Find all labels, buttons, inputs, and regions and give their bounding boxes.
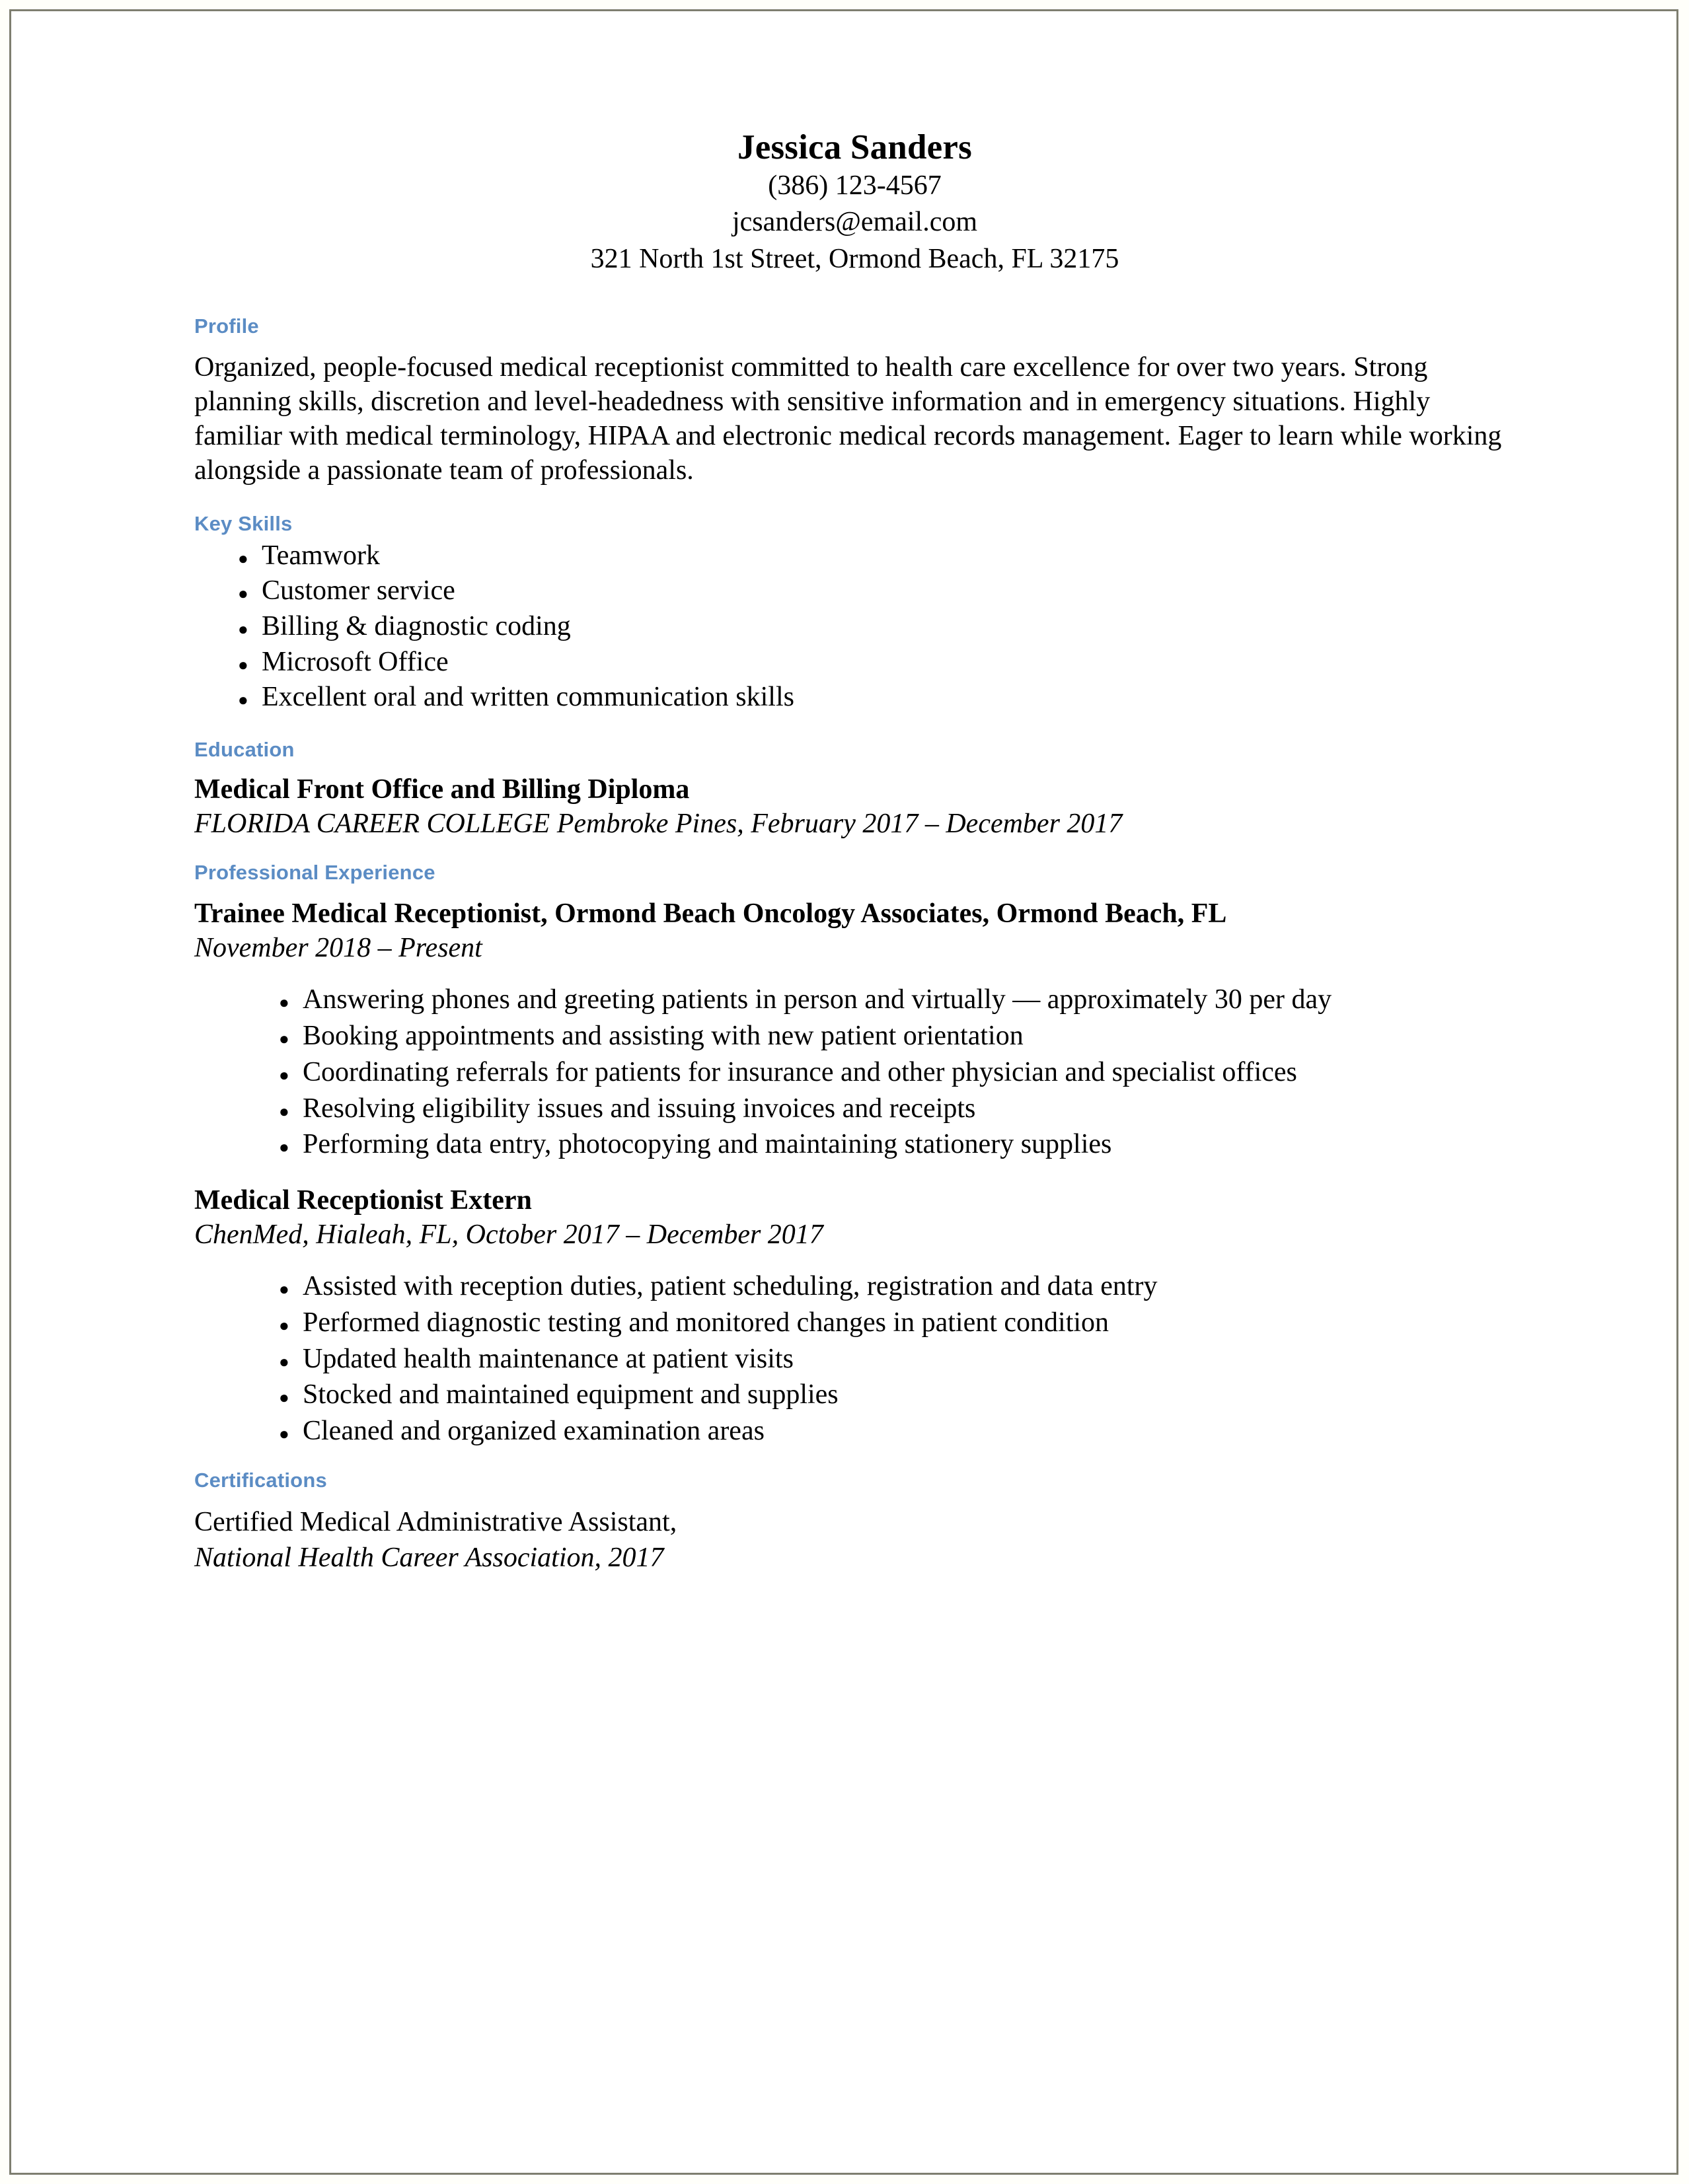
list-item (235, 1377, 1458, 1412)
list-item (194, 573, 1506, 608)
responsibility-text: Performed diagnostic testing and monitored changes in patient condition (303, 1307, 1109, 1338)
candidate-name: Jessica Sanders (737, 128, 972, 166)
responsibility-text: Cleaned and organized examination areas (303, 1415, 765, 1446)
responsibility-text: Assisted with reception duties, patient scheduling, registration and data entry (303, 1271, 1158, 1302)
resume-header (204, 127, 1506, 277)
section-heading-profile: Profile (194, 314, 259, 338)
key-skill-label: Teamwork (262, 540, 380, 571)
list-item (194, 680, 1506, 715)
list-item (235, 1127, 1458, 1162)
candidate-address: 321 North 1st Street, Ormond Beach, FL 32175 (590, 243, 1119, 274)
education-entry (194, 772, 1506, 841)
job-responsibilities-list (235, 1269, 1458, 1449)
list-item (235, 982, 1458, 1017)
responsibility-text: Stocked and maintained equipment and supplies (303, 1379, 839, 1410)
key-skill-label: Customer service (262, 575, 455, 606)
job-dates: ChenMed, Hialeah, FL, October 2017 – December 2017 (194, 1219, 823, 1251)
certification-issuer: National Health Career Association, 2017 (194, 1543, 664, 1574)
certification-name: Certified Medical Administrative Assistant, (194, 1506, 677, 1537)
list-item (235, 1305, 1458, 1340)
responsibility-text: Coordinating referrals for patients for insurance and other physician and specialist offices (303, 1056, 1297, 1087)
job-title: Medical Receptionist Extern (194, 1184, 532, 1216)
section-heading-certifications: Certifications (194, 1468, 327, 1492)
responsibility-text: Booking appointments and assisting with new patient orientation (303, 1021, 1024, 1052)
education-institution-dates: FLORIDA CAREER COLLEGE Pembroke Pines, February 2017 – December 2017 (194, 809, 1123, 840)
job-title: Trainee Medical Receptionist, Ormond Beach Oncology Associates, Ormond Beach, FL (194, 898, 1227, 929)
key-skills-list (194, 538, 1506, 715)
job-responsibilities-list (235, 982, 1458, 1162)
list-item (235, 1414, 1458, 1449)
list-item (235, 1019, 1458, 1054)
list-item (235, 1342, 1458, 1377)
resume-content (194, 127, 1506, 1576)
section-heading-professional-experience: Professional Experience (194, 861, 435, 885)
section-heading-education: Education (194, 738, 295, 762)
key-skill-label: Billing & diagnostic coding (262, 611, 571, 642)
key-skill-label: Excellent oral and written communication skills (262, 682, 794, 713)
list-item (235, 1091, 1458, 1126)
list-item (194, 645, 1506, 680)
profile-paragraph: Organized, people-focused medical receptionist committed to health care excellence for over two years. Strong planning skills, discretion and level-headedness with sensitive information and in emergency situations. Highly familiar with medical terminology, HIPAA and electronic medical records management. Eager to learn while working alongside a passionate team of professionals. (194, 351, 1502, 486)
experience-entry (194, 896, 1506, 1162)
certification-entry (194, 1504, 1506, 1576)
list-item (194, 609, 1506, 644)
candidate-phone: (386) 123-4567 (768, 170, 942, 201)
key-skill-label: Microsoft Office (262, 646, 449, 677)
section-heading-key-skills: Key Skills (194, 511, 293, 535)
responsibility-text: Performing data entry, photocopying and maintaining stationery supplies (303, 1129, 1112, 1160)
candidate-email: jcsanders@email.com (732, 207, 978, 238)
list-item (235, 1269, 1458, 1304)
resume-sheet (9, 9, 1678, 2175)
job-dates: November 2018 – Present (194, 933, 482, 964)
responsibility-text: Resolving eligibility issues and issuing invoices and receipts (303, 1093, 976, 1124)
education-degree: Medical Front Office and Billing Diploma (194, 774, 690, 805)
list-item (194, 538, 1506, 573)
responsibility-text: Answering phones and greeting patients in person and virtually — approximately 30 per day (303, 984, 1332, 1015)
list-item (235, 1055, 1458, 1090)
experience-entry (194, 1183, 1506, 1449)
responsibility-text: Updated health maintenance at patient visits (303, 1343, 794, 1374)
